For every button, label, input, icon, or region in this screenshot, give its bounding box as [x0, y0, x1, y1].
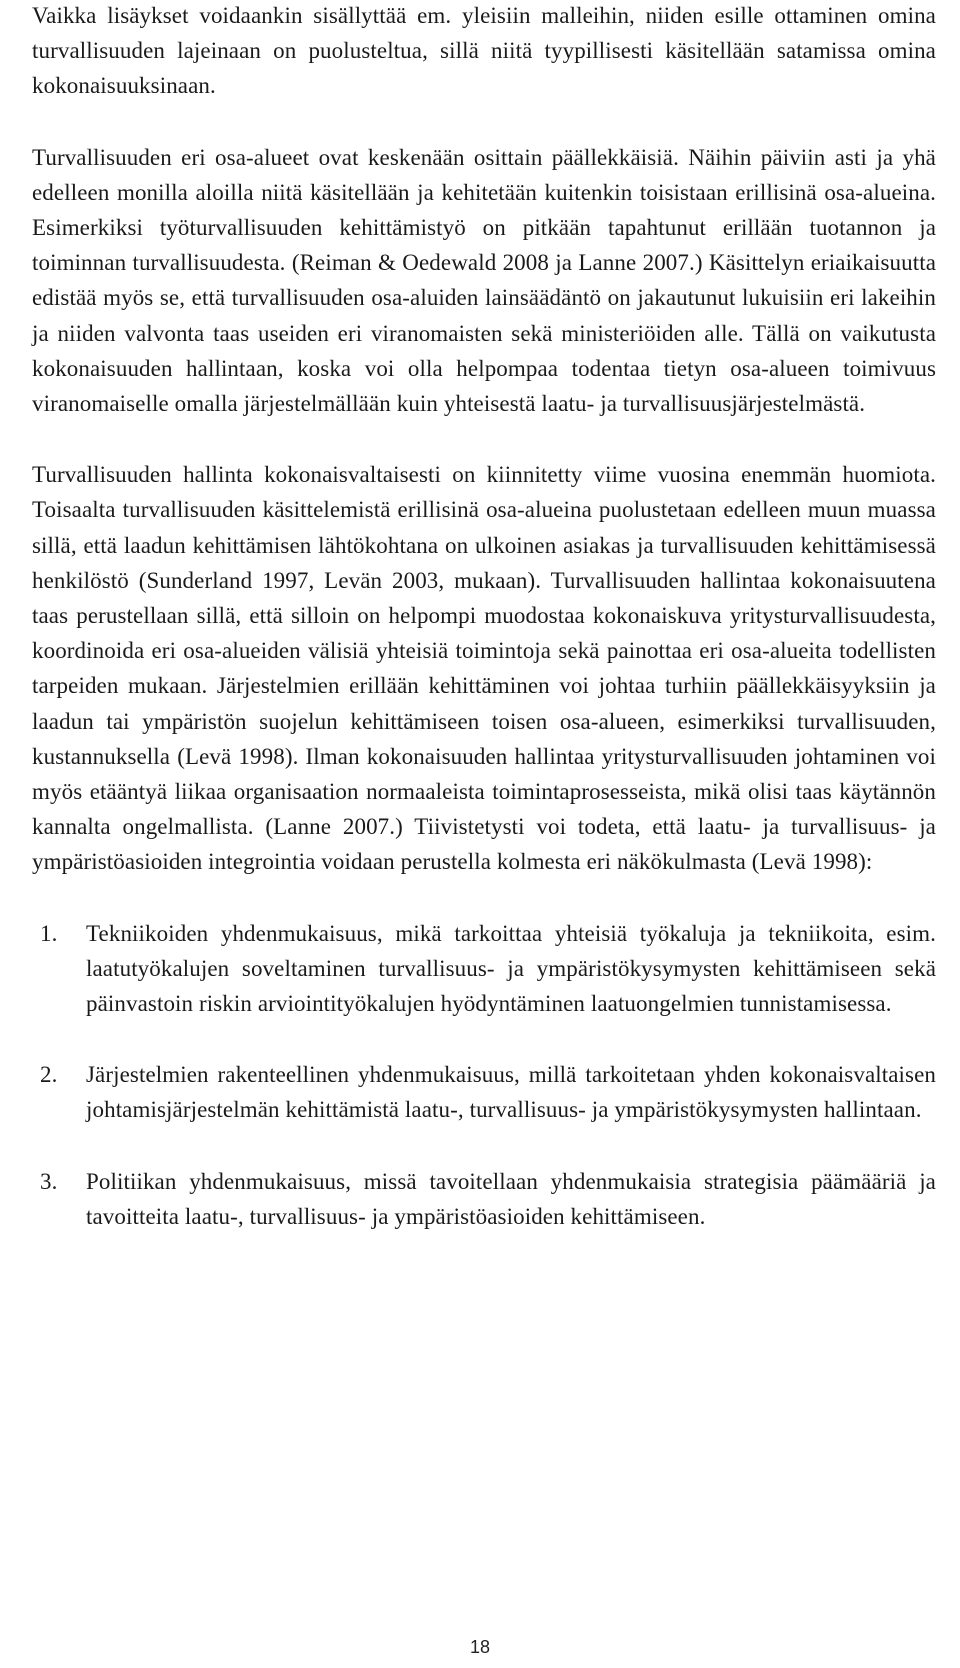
- list-item: [32, 916, 936, 1022]
- list-item-text: Politiikan yhdenmukaisuus, missä tavoitellaan yhdenmukaisia strategisia päämääriä ja tavoitteita laatu-, turvallisuus- ja ympäristöasioiden kehittämiseen.: [86, 1168, 936, 1229]
- list-item-number: 3.: [40, 1168, 58, 1194]
- paragraph-1: Vaikka lisäykset voidaankin sisällyttää em. yleisiin malleihin, niiden esille ottaminen omina turvallisuuden lajeinaan on puolusteltua, sillä niitä tyypillisesti käsitellään satamissa omina kokonaisuuksinaan.: [32, 3, 936, 99]
- list-item: [32, 1164, 936, 1234]
- list-item: [32, 1057, 936, 1127]
- list-item-text: Tekniikoiden yhdenmukaisuus, mikä tarkoittaa yhteisiä työkaluja ja tekniikoita, esim. laatutyökalujen soveltaminen turvallisuus- ja ympäristökysymysten kehittämiseen sekä päinvastoin riskin arviointityökalujen hyödyntäminen laatuongelmien tunnistamisessa.: [86, 920, 936, 1017]
- page-number: 18: [469, 1637, 491, 1657]
- body-text: [32, 0, 936, 1234]
- numbered-list: [32, 916, 936, 1234]
- paragraph-2: Turvallisuuden eri osa-alueet ovat keskenään osittain päällekkäisiä. Näihin päiviin asti ja yhä edelleen monilla aloilla niitä käsitellään ja kehitetään kuitenkin toisistaan erillisinä osa-alueina. Esimerkiksi työturvallisuuden kehittämistyö on pitkään tapahtunut erillään tuotannon ja toiminnan turvallisuudesta. (Reiman & Oedewald 2008 ja Lanne 2007.) Käsittelyn eriaikaisuutta edistää myös se, että turvallisuuden osa-aluiden lainsäädäntö on jakautunut lukuisiin eri lakeihin ja niiden valvonta taas useiden eri viranomaisten sekä ministeriöiden alle. Tällä on vaikutusta kokonaisuuden hallintaan, koska voi olla helpompaa todentaa tietyn osa-alueen toimivuus viranomaiselle omalla järjestelmällään kuin yhteisestä laatu- ja turvallisuusjärjestelmästä.: [32, 144, 936, 417]
- list-item-number: 1.: [40, 920, 58, 946]
- list-item-text: Järjestelmien rakenteellinen yhdenmukaisuus, millä tarkoitetaan yhden kokonaisvaltaisen johtamisjärjestelmän kehittämistä laatu-, turvallisuus- ja ympäristökysymysten hallintaan.: [86, 1062, 936, 1123]
- list-item-number: 2.: [40, 1062, 58, 1088]
- paragraph-3: Turvallisuuden hallinta kokonaisvaltaisesti on kiinnitetty viime vuosina enemmän huomiota. Toisaalta turvallisuuden käsittelemistä erillisinä osa-alueina puolustetaan edelleen muun muassa sillä, että laadun kehittämisen lähtökohtana on ulkoinen asiakas ja turvallisuuden kehittämisessä henkilöstö (Sunderland 1997, Levän 2003, mukaan). Turvallisuuden hallintaa kokonaisuutena taas perustellaan sillä, että silloin on helpompi muodostaa kokonaiskuva yritysturvallisuudesta, koordinoida eri osa-alueiden välisiä yhteisiä toimintoja sekä painottaa eri osa-alueita todellisten tarpeiden mukaan. Järjestelmien erillään kehittäminen voi johtaa turhiin päällekkäisyyksiin ja laadun tai ympäristön suojelun kehittämiseen toisen osa-alueen, esimerkiksi turvallisuuden, kustannuksella (Levä 1998). Ilman kokonaisuuden hallintaa yritysturvallisuuden johtaminen voi myös etääntyä liikaa organisaation normaaleista toimintaprosesseista, mikä olisi taas käytännön kannalta ongelmallista. (Lanne 2007.) Tiivistetysti voi todeta, että laatu- ja turvallisuus- ja ympäristöasioiden integrointia voidaan perustella kolmesta eri näkökulmasta (Levä 1998):: [32, 462, 936, 875]
